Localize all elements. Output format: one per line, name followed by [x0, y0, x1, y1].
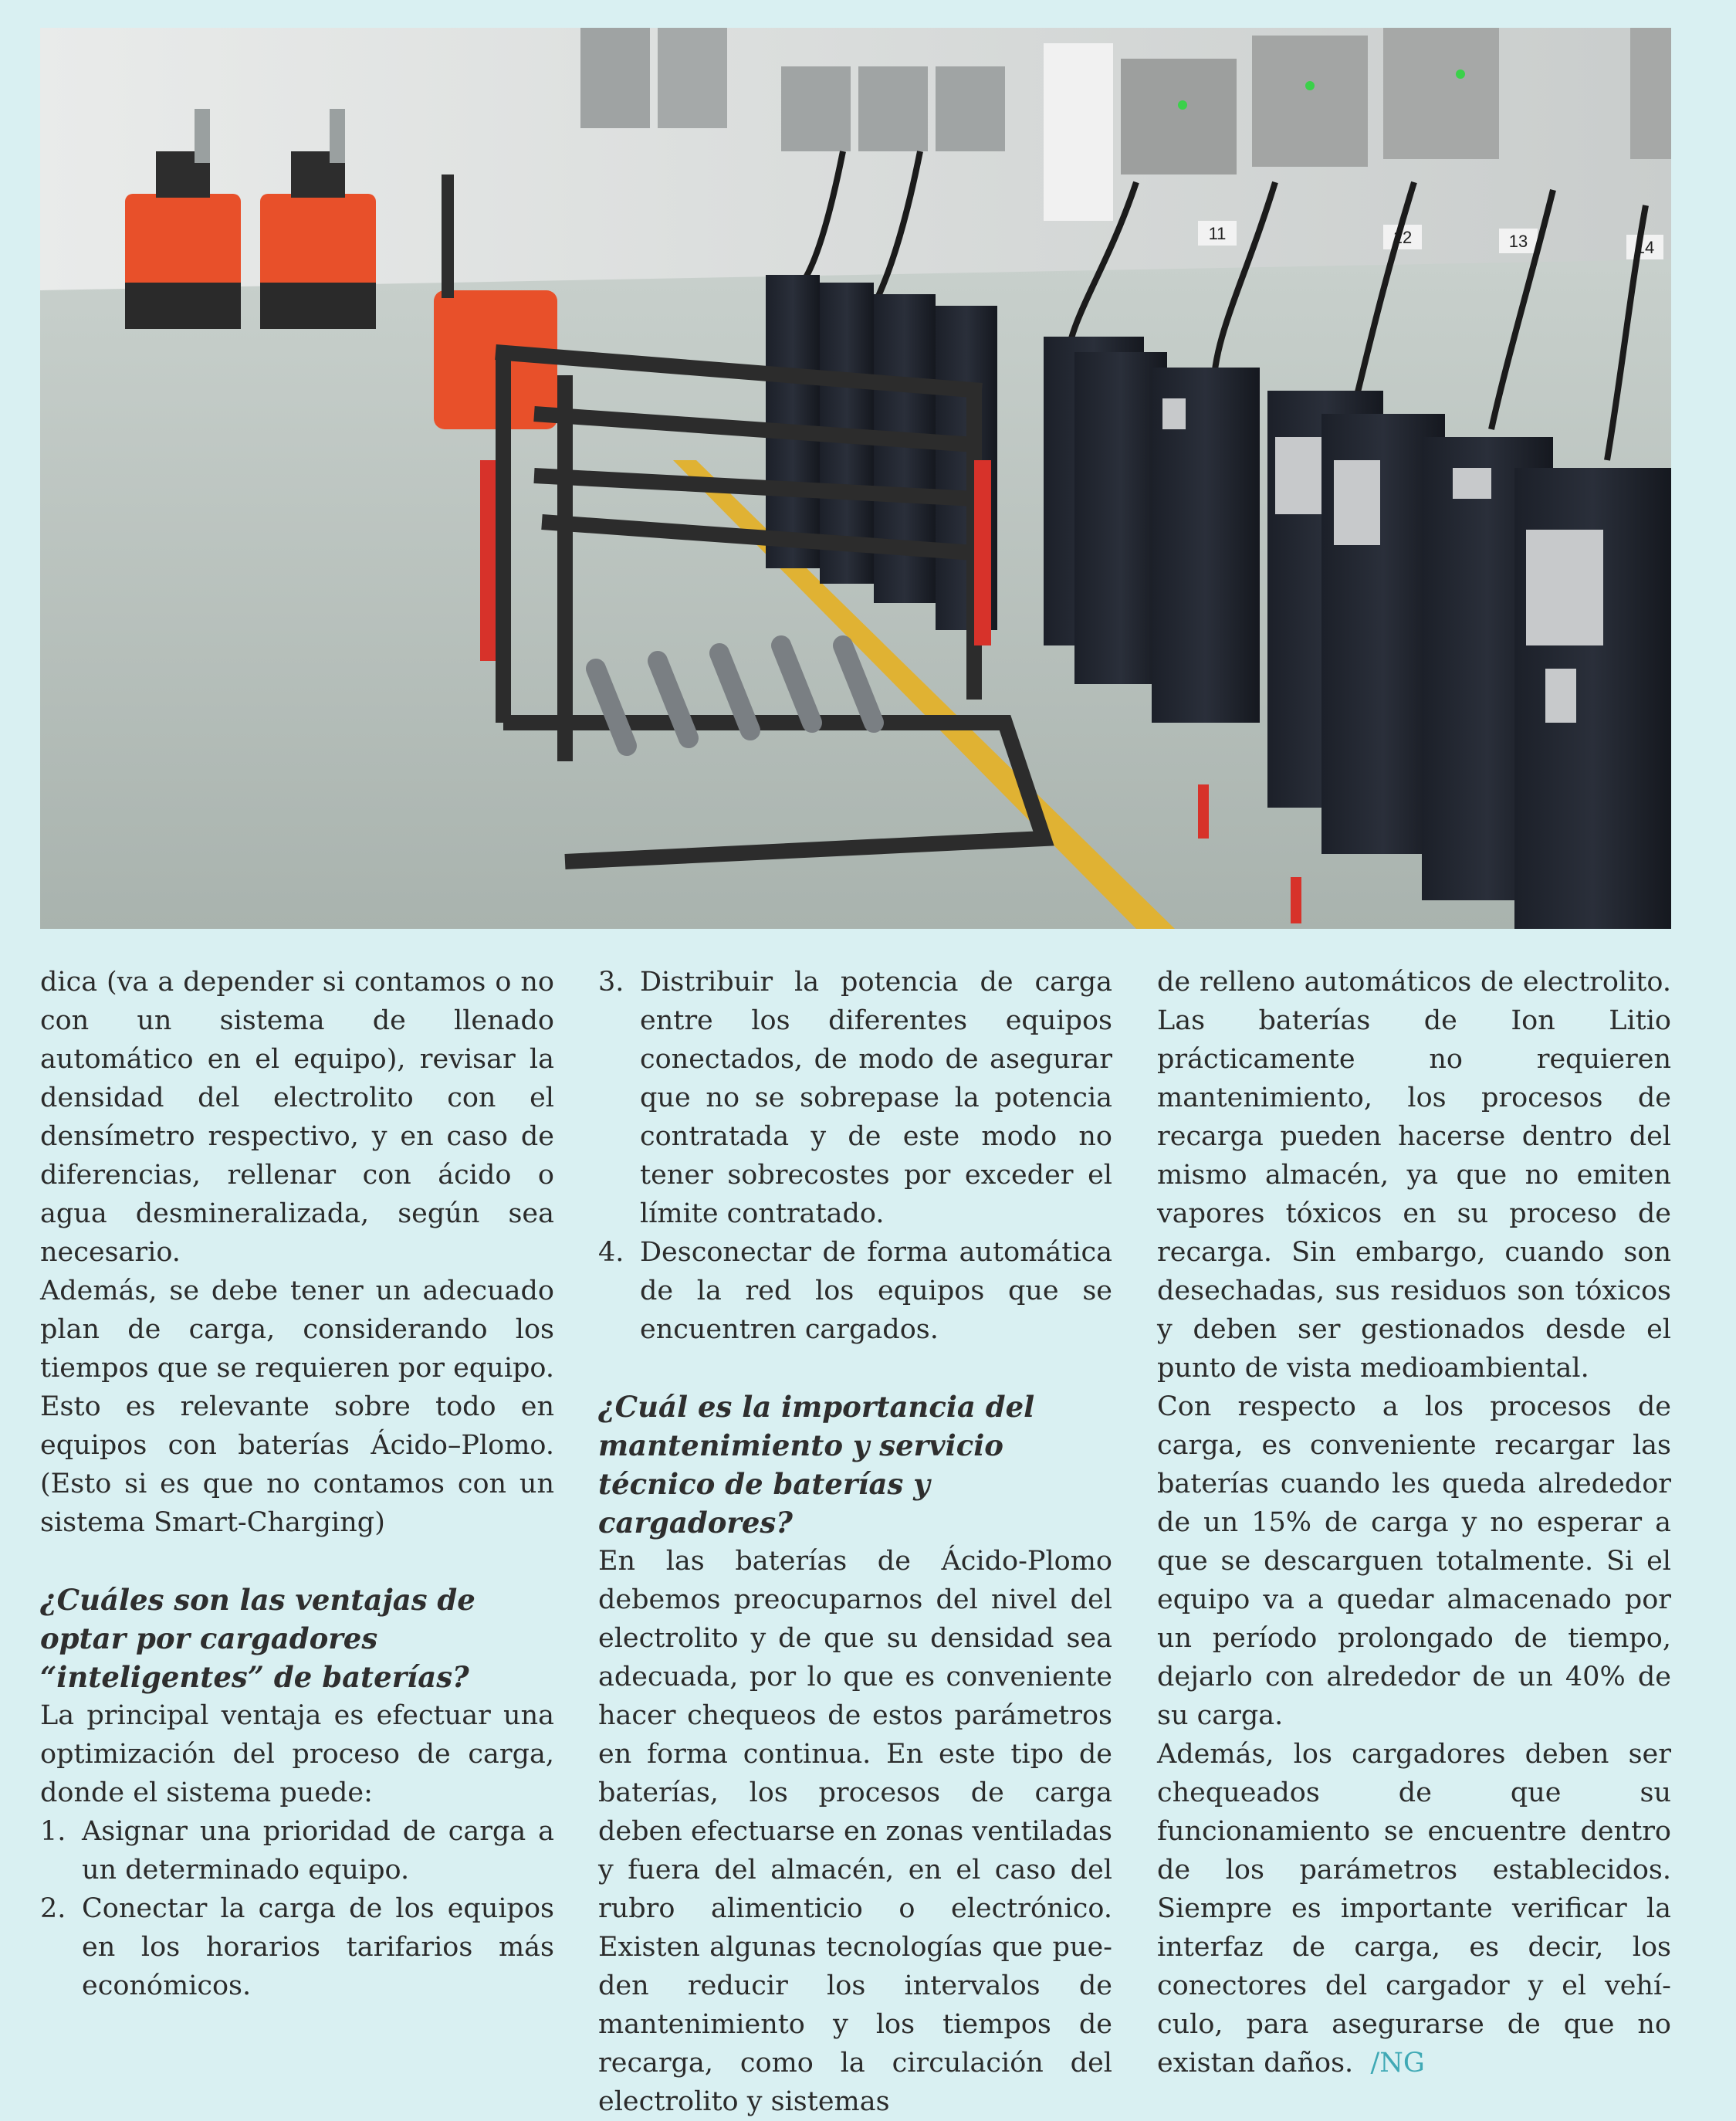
charger-tag-14: 14	[1635, 238, 1655, 257]
list-item-text: Conectar la carga de los equipos en los horarios tarifarios más económicos.	[82, 1893, 554, 2001]
paragraph-text: Además, los cargadores deben ser chequeados de que su funcionamiento se encuentre dentro de los parámetros establecidos. Siempre es importante verificar la interfaz de carga, es decir, los conectores del cargador y el vehículo, para asegurarse de que no existan daños.	[1157, 1739, 1671, 2079]
paragraph: Además, se debe tener un adecuado plan de carga, considerando los tiempos que se requieren por equipo. Esto es relevante sobre todo en equipos con baterías Ácido–Plomo. (Esto si es que no contamos con un sistema Smart-Charging)	[40, 1276, 554, 1538]
paragraph-last	[1157, 1735, 1671, 2082]
numbered-list	[40, 1812, 554, 2005]
charger-tag-13: 13	[1508, 232, 1528, 251]
list-item-text: Asignar una prioridad de carga a un determinado equipo.	[82, 1816, 554, 1886]
list-number: 3.	[598, 967, 624, 998]
paragraph: de relleno automáticos de electrolito. Las baterías de Ion Litio prácticamente no requieren mantenimiento, los procesos de recarga pueden hacerse dentro del mismo almacén, ya que no emiten vapores tóxicos en su proceso de recarga. Sin embargo, cuando son desechadas, sus residuos son tóxicos y deben ser gestionados desde el punto de vista medioambiental.	[1157, 967, 1671, 1384]
list-item	[598, 963, 1112, 1233]
text-column-2	[598, 963, 1112, 2121]
list-item	[40, 1812, 554, 1889]
paragraph: En las baterías de Ácido-Plomo debemos preocuparnos del nivel del electrolito y de que su densidad sea adecuada, por lo que es conveniente hacer chequeos de estos parámetros en forma continua. En este tipo de baterías, los procesos de carga deben efectuarse en zonas ventiladas y fuera del almacén, en el caso del rubro alimenticio o electrónico. Existen algunas tecnologías que pueden reducir los intervalos de mantenimiento y los tiempos de recarga, como la circulación del electrolito y sistemas	[598, 1546, 1112, 2117]
numbered-list	[598, 963, 1112, 1349]
list-item	[598, 1233, 1112, 1349]
section-heading-maintenance: ¿Cuál es la importancia del mantenimiento y servicio técnico de baterías y cargadores?	[598, 1390, 1035, 1540]
text-column-1	[40, 963, 554, 2005]
photo-illustration	[40, 28, 1671, 929]
list-item-text: Distribuir la potencia de carga entre los diferentes equipos conectados, de modo de asegurar que no se sobrepase la potencia contratada y de este modo no tener sobrecostes por exceder el límite contratado.	[640, 967, 1112, 1229]
list-number: 4.	[598, 1237, 624, 1268]
section-heading-smart-chargers: ¿Cuáles son las ventajas de optar por cargadores “inteligentes” de baterías?	[40, 1583, 475, 1694]
paragraph: Con respecto a los procesos de carga, es conveniente recargar las baterías cuando les queda alrededor de un 15% de carga y no esperar a que se descarguen totalmente. Si el equipo va a quedar almacenado por un período prolongado de tiempo, dejarlo con alrededor de un 40% de su carga.	[1157, 1391, 1671, 1731]
list-number: 1.	[40, 1816, 66, 1847]
author-signature: /NG	[1370, 2048, 1425, 2079]
list-item-text: Desconectar de forma automática de la red los equipos que se encuentren cargados.	[640, 1237, 1112, 1345]
charger-tag-11: 11	[1208, 224, 1227, 243]
paragraph: dica (va a depender si contamos o no con un sistema de llenado automático en el equipo), revisar la densidad del electrolito con el densímetro respectivo, y en caso de diferencias, rellenar con ácido o agua desmineralizada, según sea necesario.	[40, 967, 554, 1268]
list-item	[40, 1889, 554, 2005]
battery-charging-room-photo	[40, 28, 1671, 929]
paragraph: La principal ventaja es efectuar una optimización del proceso de carga, donde el sistema puede:	[40, 1700, 554, 1808]
charger-tag-12: 12	[1393, 228, 1413, 247]
list-number: 2.	[40, 1893, 66, 1924]
text-column-3	[1157, 963, 1671, 2082]
